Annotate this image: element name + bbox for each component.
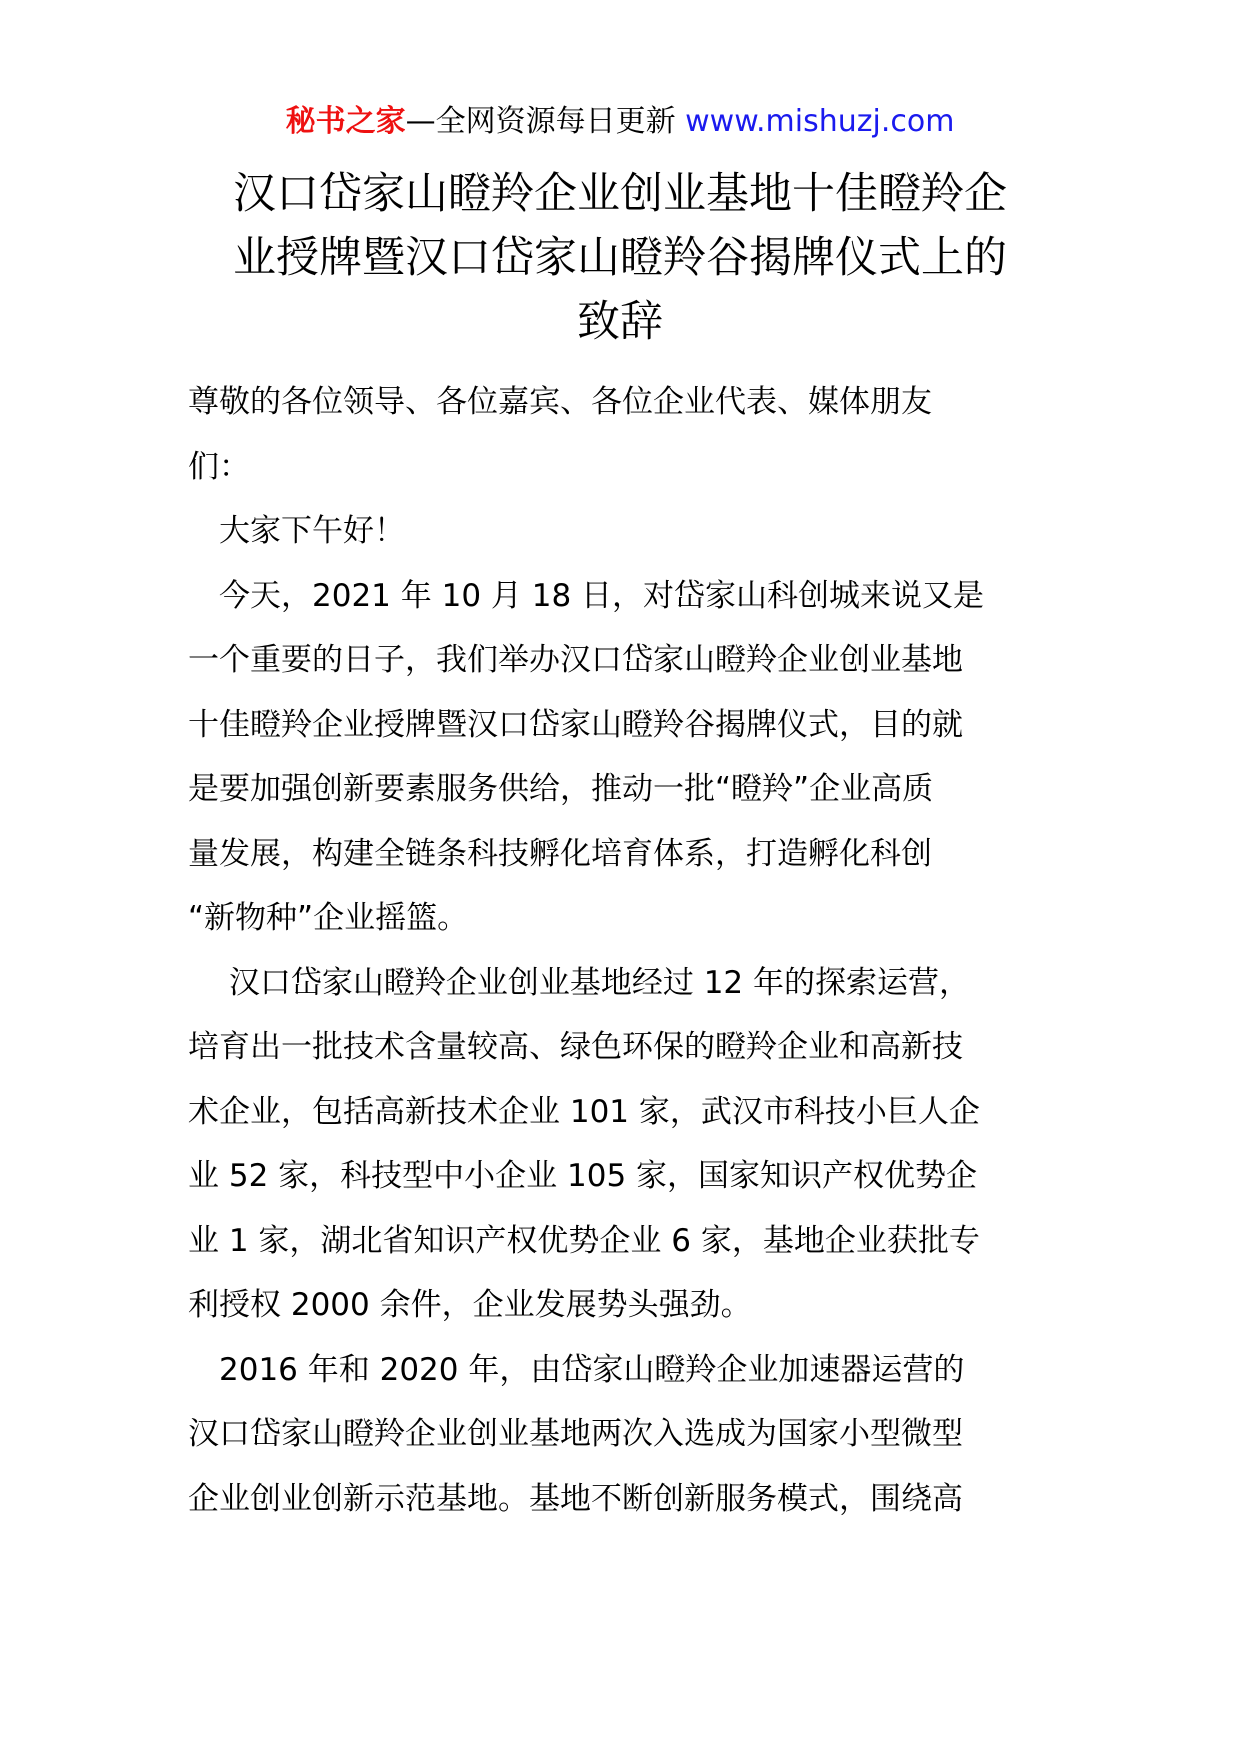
watermark-header xyxy=(0,100,1240,144)
text-line: 业 1 家，湖北省知识产权优势企业 6 家，基地企业获批专 xyxy=(188,1222,980,1259)
text-line: 一个重要的日子，我们举办汉口岱家山瞪羚企业创业基地 xyxy=(188,642,963,678)
text-line: 今天，2021 年 10 月 18 日，对岱家山科创城来说又是 xyxy=(188,577,985,614)
text-line: 们： xyxy=(188,448,250,485)
text-line: 企业创业创新示范基地。基地不断创新服务模式，围绕高 xyxy=(188,1480,963,1517)
brand-name: 秘书之家 xyxy=(285,104,406,139)
body-paragraph xyxy=(188,1338,1052,1532)
text-line: 十佳瞪羚企业授牌暨汉口岱家山瞪羚谷揭牌仪式，目的就 xyxy=(188,706,963,743)
text-line: 汉口岱家山瞪羚企业创业基地两次入选成为国家小型微型 xyxy=(188,1416,963,1452)
salutation-paragraph xyxy=(188,370,1052,499)
body-paragraph xyxy=(188,564,1052,951)
text-line: 利授权 2000 余件，企业发展势头强劲。 xyxy=(188,1287,752,1323)
header-tagline: —全网资源每日更新 xyxy=(405,104,676,139)
text-line: 2016 年和 2020 年，由岱家山瞪羚企业加速器运营的 xyxy=(188,1351,965,1388)
document-body xyxy=(188,370,1052,1531)
text-line: 尊敬的各位领导、各位嘉宾、各位企业代表、媒体朋友 xyxy=(188,384,932,420)
text-line: 术企业，包括高新技术企业 101 家，武汉市科技小巨人企 xyxy=(188,1093,980,1130)
document-title xyxy=(180,162,1060,354)
title-line: 致辞 xyxy=(577,297,663,347)
text-line: 量发展，构建全链条科技孵化培育体系，打造孵化科创 xyxy=(188,835,932,872)
text-line: 是要加强创新要素服务供给，推动一批“瞪羚”企业高质 xyxy=(188,771,934,807)
greeting-paragraph xyxy=(188,499,1052,564)
text-line: 业 52 家，科技型中小企业 105 家，国家知识产权优势企 xyxy=(188,1158,978,1194)
body-paragraph xyxy=(188,951,1052,1338)
text-line: 汉口岱家山瞪羚企业创业基地经过 12 年的探索运营， xyxy=(188,964,971,1001)
title-line: 业授牌暨汉口岱家山瞪羚谷揭牌仪式上的 xyxy=(233,233,1007,283)
text-line: 大家下午好！ xyxy=(188,513,405,549)
text-line: “新物种”企业摇篮。 xyxy=(188,900,469,936)
text-line: 培育出一批技术含量较高、绿色环保的瞪羚企业和高新技 xyxy=(188,1029,963,1065)
site-url-link[interactable]: www.mishuzj.com xyxy=(685,104,955,139)
title-line: 汉口岱家山瞪羚企业创业基地十佳瞪羚企 xyxy=(233,169,1007,219)
